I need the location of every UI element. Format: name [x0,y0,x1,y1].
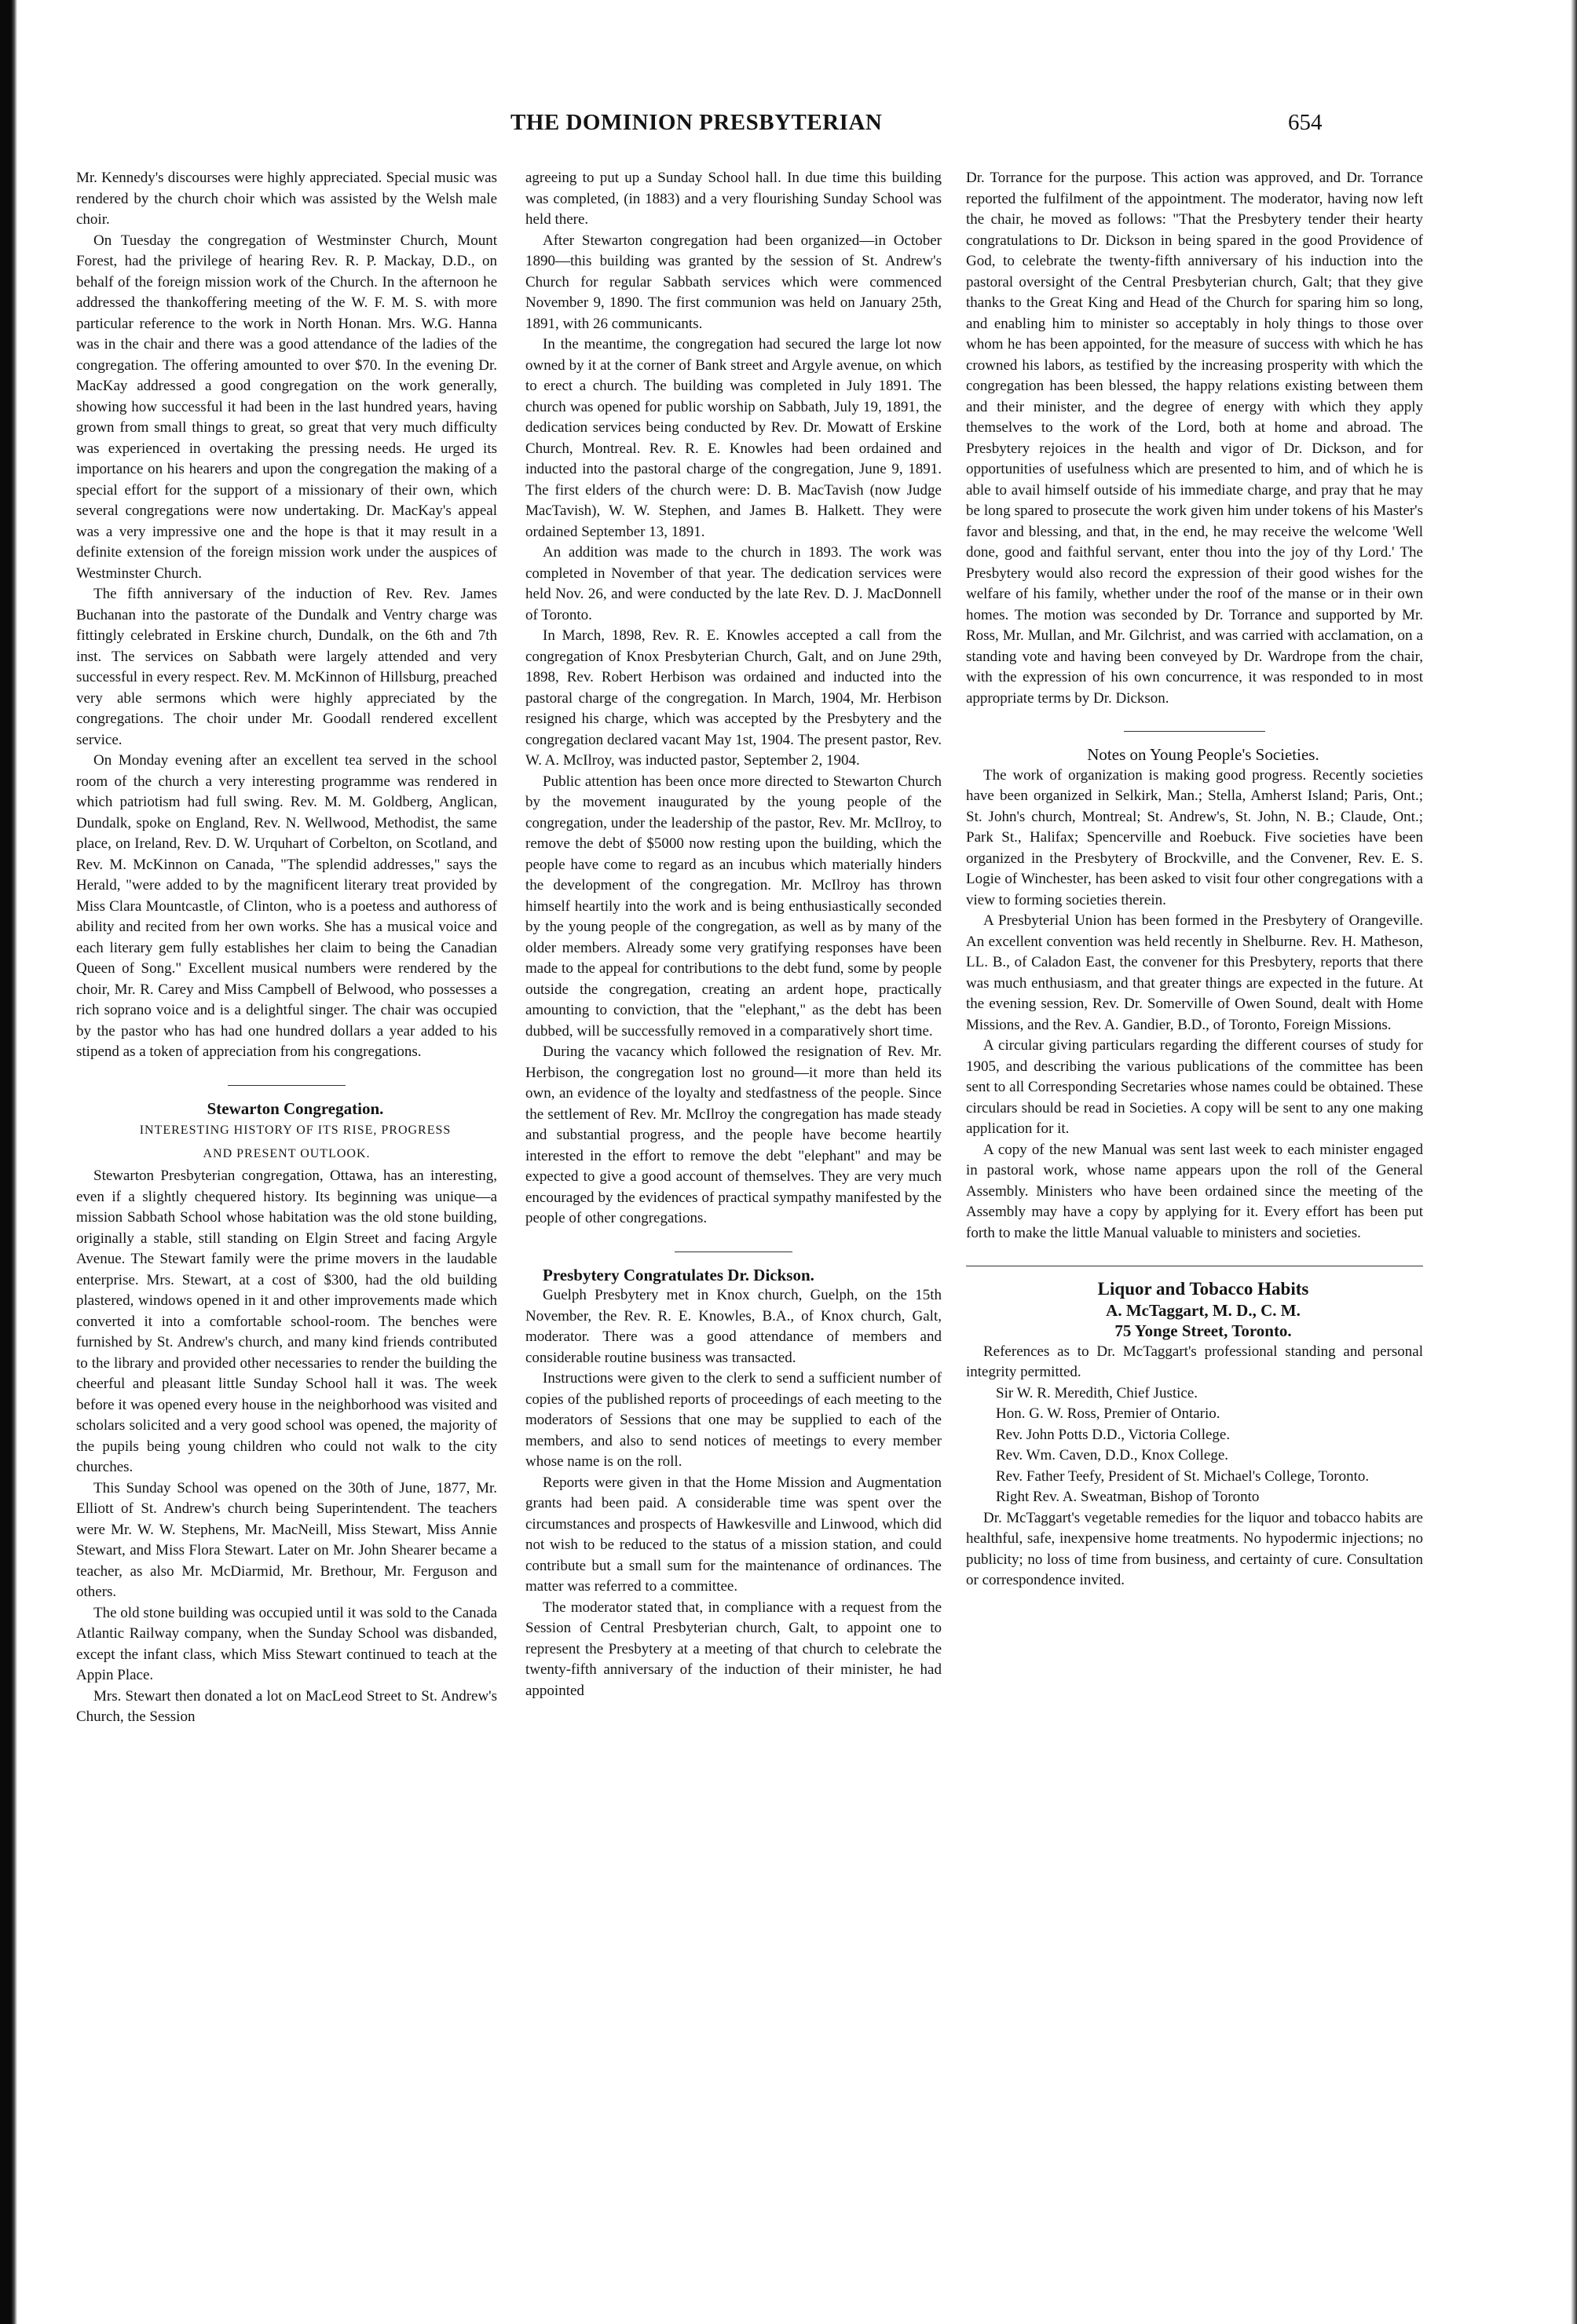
paragraph: In March, 1898, Rev. R. E. Knowles accepted a call from the congregation of Knox Presbyterian Church, Galt, and on June 29th, 1898, Rev. Robert Herbison was ordained and inducted into the pastoral charge of the congregation. In March, 1904, Mr. Herbison resigned his charge, which was accepted by the Presbytery and the congregation declared vacant May 1st, 1904. The present pastor, Rev. W. A. McIlroy, was inducted pastor, September 2, 1904. [525,627,942,769]
section-heading-presbytery: Presbytery Congratulates Dr. Dickson. [543,1265,814,1284]
advertisement-doctor-name: A. McTaggart, M. D., C. M. [1106,1300,1301,1320]
subheading-line-2: AND PRESENT OUTLOOK. [203,1147,371,1160]
paragraph: Dr. Torrance for the purpose. This action was approved, and Dr. Torrance reported the fulfilment of the appointment. The moderator, having now left the chair, he moved as follows: "That the Presbytery tender their hearty congratulations to Dr. Dickson in being spared in the good Providence of God, to celebrate the twenty-fifth anniversary of his induction into the pastoral oversight of the Central Presbyterian church, Galt; that they give thanks to the Great King and Head of the Church for sparing him so long, and enabling him to minister so acceptably in holy things to those over whom he has been appointed, for the measure of success with which he has crowned his labors, as testified by the increasing prosperity with which the congregation has been blessed, the happy relations existing between them and their minister, and the degree of energy with which they apply themselves to the work of the Lord, both at home and abroad. The Presbytery rejoices in the health and vigor of Dr. Dickson, and for opportunities of usefulness which are presented to him, and of which he is able to avail himself outside of his immediate charge, and pray that he may be long spared to prosecute the work given him under tokens of his Master's favor and blessing, and that, in the end, he may receive the welcome 'Well done, good and faithful servant, enter thou into the joy of thy Lord.' The Presbytery would also record the expression of their good wishes for the welfare of his family, whether under the roof of the manse or in their own homes. The motion was seconded by Dr. Torrance and supported by Mr. Ross, Mr. Mullan, and Mr. Gilchrist, and was carried with acclamation, on a standing vote and having been conveyed by Dr. Wardrope from the chair, with the expression of his own concurrence, it was responded to in most appropriate terms by Dr. Dickson. [966,170,1423,707]
paragraph: Reports were given in that the Home Mission and Augmentation grants had been paid. A considerable time was spent over the circumstances and prospects of Hawkesville and Linwood, which did not wish to be reduced to the status of a mission station, and could contribute but a small sum for the maintenance of ordinances. The matter was referred to a committee. [525,1474,942,1595]
reference-item: Sir W. R. Meredith, Chief Justice. [996,1384,1198,1401]
advertisement-references [966,1383,1423,1508]
paragraph: On Tuesday the congregation of Westminster Church, Mount Forest, had the privilege of hearing Rev. R. P. Mackay, D.D., on behalf of the foreign mission work of the Church. In the afternoon he addressed the thankoffering meeting of the W. F. M. S. with more particular reference to the work in North Honan. Mrs. W.G. Hanna was in the chair and there was a good attendance of the ladies of the congregation. The offering amounted to over $70. In the evening Dr. MacKay addressed a good congregation on the work generally, showing how successful it had been in the last hundred years, having grown from small things to great, so great that very much difficulty was experienced in overtaking the pressing needs. He urged its importance on his hearers and upon the congregation the making of a special effort for the support of a missionary of their own, which several congregations were now undertaking. Dr. MacKay's appeal was a very impressive one and the hope is that it may result in a definite extension of the foreign mission work under the auspices of Westminster Church. [76,232,497,582]
section-divider [228,1085,346,1086]
paragraph: In the meantime, the congregation had secured the large lot now owned by it at the corner of Bank street and Argyle avenue, on which to erect a church. The building was completed in July 1891. The church was opened for public worship on Sabbath, July 19, 1891, the dedication services being conducted by Rev. Dr. Mowatt of Erskine Church, Montreal. Rev. R. E. Knowles had been ordained and inducted into the pastoral charge of the congregation, June 9, 1891. The first elders of the church were: D. B. MacTavish (now Judge MacTavish), W. W. Stephen, and James B. Halkett. They were ordained September 13, 1891. [525,336,942,540]
paragraph: The work of organization is making good progress. Recently societies have been organized in Selkirk, Man.; Stella, Amherst Island; Paris, Ont.; St. John's church, Montreal; St. Andrew's, St. John, N. B.; Claude, Ont.; Park St., Halifax; Spencerville and Roebuck. Five societies have been organized in the Presbytery of Brockville, and the Convener, Rev. E. S. Logie of Winchester, has been asked to visit four other congregations with a view to forming societies therein. [966,766,1423,908]
paragraph: During the vacancy which followed the resignation of Rev. Mr. Herbison, the congregation lost no ground—it more than held its own, an evidence of the loyalty and stedfastness of the people. Since the settlement of Rev. Mr. McIlroy the congregation has made steady and substantial progress, and the people have become heartily interested in the effort to remove the debt "elephant" and may be expected to give a good account of themselves. They are very much encouraged by the evidences of practical sympathy manifested by the people of other congregations. [525,1043,942,1226]
subheading-line-1: INTERESTING HISTORY OF ITS RISE, PROGRESS [139,1124,452,1137]
paragraph: After Stewarton congregation had been organized—in October 1890—this building was granted by the session of St. Andrew's Church for regular Sabbath services which were commenced November 9, 1890. The first communion was held on January 25th, 1891, with 26 communicants. [525,232,942,332]
scan-edge-right [1571,0,1577,2324]
advertisement-intro: References as to Dr. McTaggart's professional standing and personal integrity permitted. [966,1343,1423,1380]
column-3 [966,168,1423,2288]
section-subheading [76,1119,497,1166]
paragraph: Guelph Presbytery met in Knox church, Guelph, on the 15th November, the Rev. R. E. Knowles, B.A., of Knox church, Galt, moderator. There was a good attendance of members and considerable routine business was transacted. [525,1287,942,1366]
paragraph: On Monday evening after an excellent tea served in the school room of the church a very interesting programme was rendered in which patriotism had full swing. Rev. M. M. Goldberg, Anglican, Dundalk, spoke on England, Rev. N. Wellwood, Methodist, the same place, on Ireland, Rev. D. W. Urquhart of Corbelton, on Scotland, and Rev. M. McKinnon on Canada, "The splendid addresses," says the Herald, "were added to by the magnificent literary treat provided by Miss Clara Mountcastle, of Clinton, who is a poetess and authoress of ability and recited from her own works. She has a musical voice and each literary gem fully establishes her claim to being the Canadian Queen of Song." Excellent musical numbers were rendered by the choir, Mr. R. Carey and Miss Campbell of Belwood, who possesses a rich soprano voice and is a delightful singer. The chair was occupied by the pastor who has had one hundred dollars a year added to his stipend as a token of appreciation from his congregations. [76,752,497,1060]
page-number: 654 [1288,110,1323,135]
advertisement [966,1279,1423,1591]
paragraph: Mr. Kennedy's discourses were highly appreciated. Special music was rendered by the church choir which was assisted by the Welsh male choir. [76,170,497,228]
section-divider [1124,731,1265,732]
advertisement-body: Dr. McTaggart's vegetable remedies for the liquor and tobacco habits are healthful, safe, inexpensive home treatments. No hypodermic injections; no publicity; no loss of time from business, and certainty of cure. Consultation or correspondence invited. [966,1509,1423,1588]
advertisement-title: Liquor and Tobacco Habits [1097,1279,1309,1299]
section-heading-young-peoples-societies: Notes on Young People's Societies. [1087,745,1319,764]
paragraph: agreeing to put up a Sunday School hall. In due time this building was completed, (in 1883) and a very flourishing Sunday School was held there. [525,170,942,228]
paragraph: Public attention has been once more directed to Stewarton Church by the movement inaugurated by the young people of the congregation, under the leadership of the pastor, Rev. Mr. McIlroy, to remove the debt of $5000 now resting upon the building, which the people have come to regard as an incubus which materially hinders the development of the congregation. Mr. McIlroy has thrown himself heartily into the work and is being enthusiastically seconded by the young people of the congregation, as well as by many of the older members. Already some very gratifying responses have been made to the appeal for contributions to the debt fund, some by people outside the congregation, creating an ardent hope, practically amounting to conviction, that the "elephant," as the debt has been dubbed, will be successfully removed in a comparatively short time. [525,773,942,1040]
section-heading-stewarton: Stewarton Congregation. [207,1098,384,1118]
paragraph: A circular giving particulars regarding the different courses of study for 1905, and describing the various publications of the committee has been sent to all Corresponding Secretaries whose names could be obtained. These circulars should be read in Societies. A copy will be sent to any one making application for it. [966,1037,1423,1137]
column-2 [525,168,942,2288]
paragraph: An addition was made to the church in 1893. The work was completed in November of that year. The dedication services were held Nov. 26, and were conducted by the late Rev. D. J. MacDonnell of Toronto. [525,544,942,623]
scan-edge-left [0,0,17,2324]
advertisement-address: 75 Yonge Street, Toronto. [1114,1321,1292,1340]
reference-item: Hon. G. W. Ross, Premier of Ontario. [996,1405,1220,1422]
reference-item: Rev. Father Teefy, President of St. Michael's College, Toronto. [996,1467,1370,1485]
paragraph: A copy of the new Manual was sent last week to each minister engaged in pastoral work, whose name appears upon the roll of the General Assembly. Ministers who have been ordained since the meeting of the Assembly may have a copy by applying for it. Every effort has been put forth to make the little Manual valuable to ministers and societies. [966,1141,1423,1241]
column-1 [76,168,497,2288]
paragraph: Instructions were given to the clerk to send a sufficient number of copies of the published reports of proceedings of each meeting to the moderators of Sessions that one may be supplied to each of the members, and also to send notices of meetings to every member whose name is on the roll. [525,1370,942,1470]
paragraph: The fifth anniversary of the induction of Rev. Rev. James Buchanan into the pastorate of the Dundalk and Ventry charge was fittingly celebrated in Erskine church, Dundalk, on the 6th and 7th inst. The services on Sabbath were largely attended and very successful in every respect. Rev. M. McKinnon of Hillsburg, preached very able sermons which were highly appreciated by the congregations. The choir under Mr. Goodall rendered excellent service. [76,586,497,748]
paragraph: Stewarton Presbyterian congregation, Ottawa, has an interesting, even if a slightly chequered history. Its beginning was unique—a mission Sabbath School whose habitation was the old stone building, originally a stable, still standing on Elgin Street and facing Argyle Avenue. The Stewart family were the prime movers in the laudable enterprise. Mrs. Stewart, at a cost of $300, had the old building plastered, windows opened in it and other improvements made which converted it into a comfortable school-room. The benches were furnished by St. Andrew's church, and many kind friends contributed to the library and provided other necessaries to render the building the cheerful and pleasant little Sunday School hall it was. The week before it was opened every house in the neighborhood was visited and scholars solicited and a very good school was opened, the majority of the pupils being young children who could not walk to the city churches. [76,1167,497,1475]
paragraph: A Presbyterial Union has been formed in the Presbytery of Orangeville. An excellent convention was held recently in Shelburne. Rev. H. Matheson, LL. B., of Caladon East, the convener for this Presbytery, reports that there was much enthusiasm, and that greater things are expected in the future. At the evening session, Rev. Dr. Somerville of Owen Sound, dealt with Home Missions, and the Rev. A. Gandier, B.D., of Toronto, Foreign Missions. [966,912,1423,1033]
paragraph: The moderator stated that, in compliance with a request from the Session of Central Presbyterian church, Galt, to appoint one to represent the Presbytery at a meeting of that church to celebrate the twenty-fifth anniversary of the induction of their minister, he had appointed [525,1599,942,1699]
reference-item: Right Rev. A. Sweatman, Bishop of Toronto [996,1489,1260,1505]
reference-item: Rev. John Potts D.D., Victoria College. [996,1426,1231,1443]
paragraph: The old stone building was occupied until it was sold to the Canada Atlantic Railway company, when the Sunday School was disbanded, except the infant class, which Miss Stewart continued to teach at the Appin Place. [76,1604,497,1683]
page-header-title: THE DOMINION PRESBYTERIAN [510,110,883,135]
paragraph: This Sunday School was opened on the 30th of June, 1877, Mr. Elliott of St. Andrew's church being Superintendent. The teachers were Mr. W. W. Stephens, Mr. MacNeill, Miss Stewart, Miss Annie Stewart, and Miss Flora Stewart. Later on Mr. John Shearer became a teacher, as also Mr. McDiarmid, Mr. Brethour, Mr. Ferguson and others. [76,1479,497,1600]
paragraph: Mrs. Stewart then donated a lot on MacLeod Street to St. Andrew's Church, the Session [76,1687,497,1725]
reference-item: Rev. Wm. Caven, D.D., Knox College. [996,1447,1229,1463]
